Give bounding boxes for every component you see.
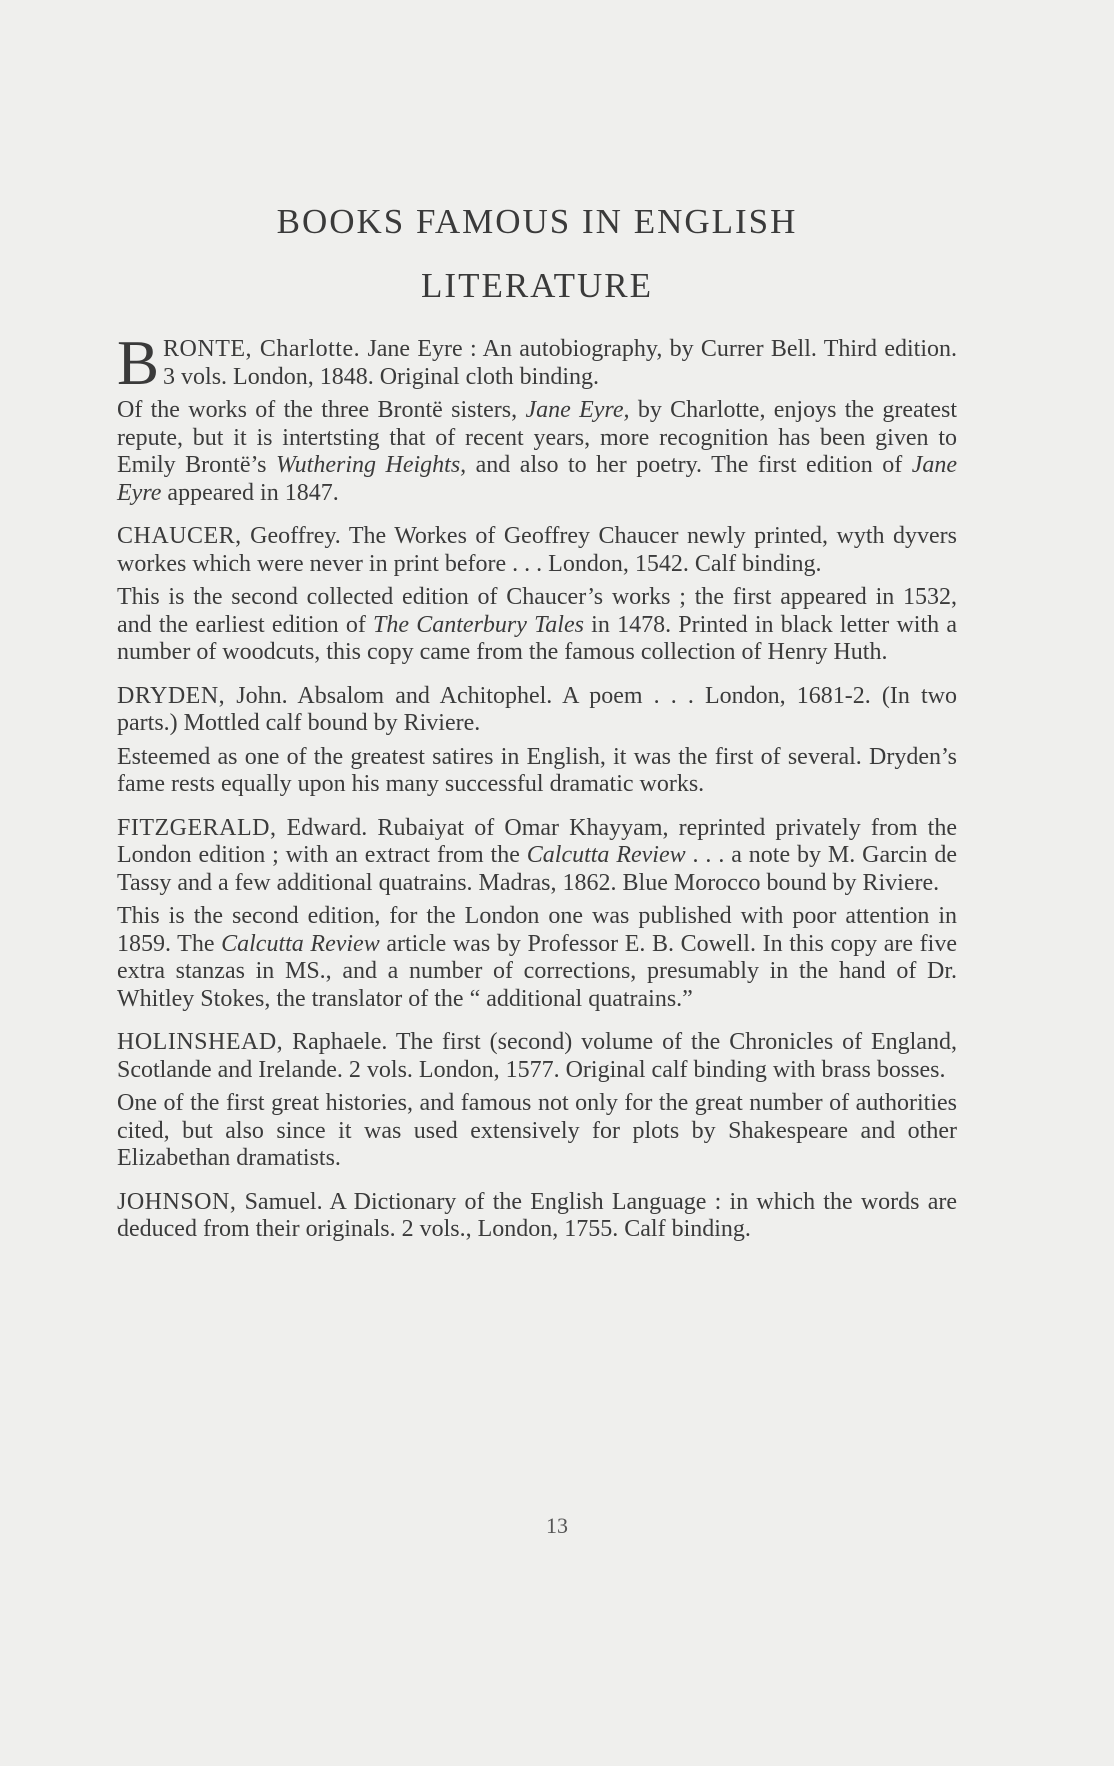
entry-dryden [117, 683, 957, 799]
entry-note: One of the first great histories, and famous not only for the great number of authorities cited, but also since it was used extensively for plots by Shakespeare and other Elizabethan dramatists. [117, 1090, 957, 1171]
page-number: 13 [546, 1513, 568, 1538]
entry-heading: DRYDEN, [117, 682, 226, 709]
entry-citation: DRYDEN, John. Absalom and Achitophel. A poem . . . London, 1681-2. (In two parts.) Mottled calf bound by Riviere. [117, 682, 957, 736]
entry-citation: JOHNSON, Samuel. A Dictionary of the English Language : in which the words are deduced from their originals. 2 vols., London, 1755. Calf binding. [117, 1188, 957, 1242]
entry-fitzgerald [117, 815, 957, 1014]
entry-heading: HOLINSHEAD, [117, 1029, 284, 1055]
entry-bronte [117, 328, 958, 507]
entry-johnson [117, 1189, 957, 1244]
entry-heading: RONTE, Charlotte. [163, 336, 361, 362]
entry-note: This is the second edition, for the London one was published with poor attention in 1859. The Calcutta Review article was by Professor E. B. Cowell. In this copy are five extra stanzas in MS., and a number of corrections, presumably in the hand of Dr. Whitley Stokes, the translator of the “ additional quatrains.” [117, 903, 957, 1012]
entry-holinshead [117, 1029, 957, 1173]
entry-chaucer [117, 523, 957, 667]
title-line-2: LITERATURE [421, 266, 653, 305]
entry-note: Esteemed as one of the greatest satires in English, it was the first of several. Dryden’s fame rests equally upon his many successful dramatic works. [117, 743, 957, 797]
entry-citation: HOLINSHEAD, Raphaele. The first (second) volume of the Chronicles of England, Scotlande and Irelande. 2 vols. London, 1577. Original calf binding with brass bosses. [117, 1029, 957, 1083]
page-title [117, 190, 957, 318]
entry-citation: CHAUCER, Geoffrey. The Workes of Geoffrey Chaucer newly printed, wyth dyvers workes which were never in print before . . . London, 1542. Calf binding. [117, 523, 957, 577]
entry-heading: JOHNSON, [117, 1188, 237, 1215]
page-body [117, 190, 957, 1260]
drop-cap: B [117, 328, 160, 398]
entry-heading: FITZGERALD, [117, 814, 277, 841]
entry-heading: CHAUCER, [117, 523, 242, 549]
entry-note: This is the second collected edition of Chaucer’s works ; the first appeared in 1532, and the earliest edition of The Canterbury Tales in 1478. Printed in black letter with a number of woodcuts, this copy came from the famous collection of Henry Huth. [117, 584, 957, 665]
entry-citation: BRONTE, Charlotte. Jane Eyre : An autobiography, by Currer Bell. Third edition. 3 vols. London, 1848. Original cloth binding. [117, 328, 957, 398]
entry-citation: FITZGERALD, Edward. Rubaiyat of Omar Khayyam, reprinted privately from the London edition ; with an extract from the Calcutta Review . . . a note by M. Garcin de Tassy and a few additional quatrains. Madras, 1862. Blue Morocco bound by Riviere. [117, 814, 957, 896]
title-line-1: BOOKS FAMOUS IN ENGLISH [276, 202, 798, 241]
entry-note: Of the works of the three Brontë sisters, Jane Eyre, by Charlotte, enjoys the greatest repute, but it is intertsting that of recent years, more recognition has been given to Emily Brontë’s Wuthering Heights, and also to her poetry. The first edition of Jane Eyre appeared in 1847. [117, 397, 958, 506]
